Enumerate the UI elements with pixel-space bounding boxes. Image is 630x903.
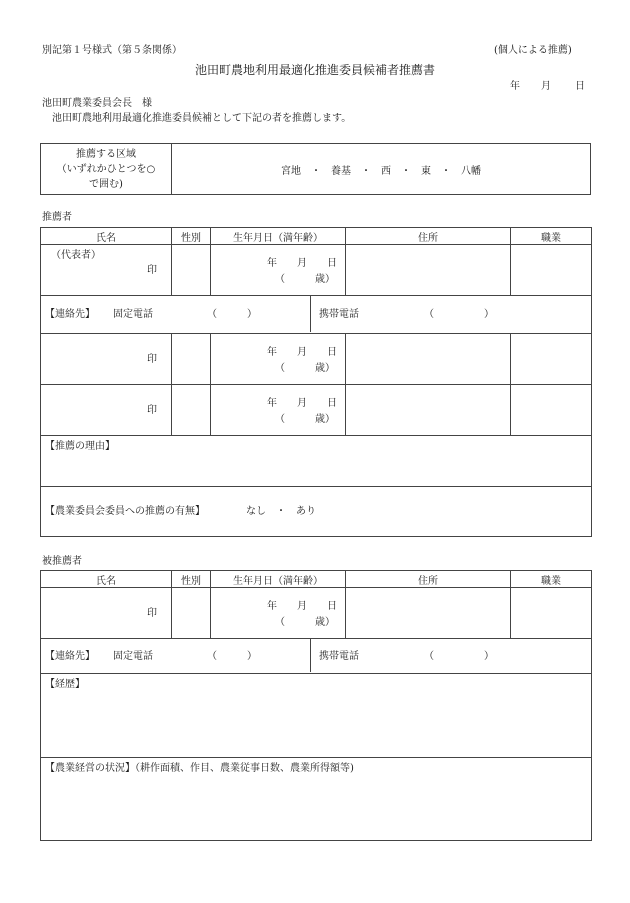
mobile-field[interactable]: （ ） xyxy=(424,651,494,662)
contact-label: 【連絡先】 xyxy=(45,309,95,320)
occupation-field[interactable] xyxy=(511,334,592,385)
birth-ymd: 年 月 日 xyxy=(267,398,337,409)
reason-label: 【推薦の理由】 xyxy=(45,441,115,452)
other-recommendation-row xyxy=(41,487,592,537)
reason-field[interactable] xyxy=(41,436,592,487)
recommender-header-row xyxy=(41,228,592,245)
representative-label: （代表者） xyxy=(51,250,101,261)
col-address: 住所 xyxy=(346,571,511,588)
page-title: 池田町農地利用最適化推進委員候補者推薦書 xyxy=(194,63,435,77)
career-field[interactable] xyxy=(41,674,592,758)
contact-row xyxy=(41,296,592,334)
other-recommendation-label: 【農業委員会委員への推薦の有無】 xyxy=(45,506,205,517)
nominee-table xyxy=(40,570,592,841)
mobile-label: 携帯電話 xyxy=(319,651,359,662)
landline-field[interactable]: （ ） xyxy=(207,651,257,662)
other-recommendation-cell xyxy=(41,487,592,537)
name-field[interactable] xyxy=(41,334,172,385)
age: （ 歳） xyxy=(275,274,335,285)
contact-label: 【連絡先】 xyxy=(45,651,95,662)
address-field[interactable] xyxy=(346,385,511,436)
date-month: 月 xyxy=(541,81,551,92)
farming-row xyxy=(41,758,592,841)
col-name: 氏名 xyxy=(41,571,172,588)
area-options-text: 宮地 ・ 養基 ・ 西 ・ 東 ・ 八幡 xyxy=(281,165,481,177)
birthdate-field[interactable] xyxy=(211,588,346,639)
col-birthdate: 生年月日（満年齢） xyxy=(211,571,346,588)
recommender-row xyxy=(41,385,592,436)
recommender-row xyxy=(41,245,592,296)
address-field[interactable] xyxy=(346,245,511,296)
gender-field[interactable] xyxy=(172,588,211,639)
birthdate-field[interactable] xyxy=(211,385,346,436)
age: （ 歳） xyxy=(275,617,335,628)
col-occupation: 職業 xyxy=(511,228,592,245)
name-field[interactable] xyxy=(41,245,172,296)
address-field[interactable] xyxy=(346,588,511,639)
landline-label: 固定電話 xyxy=(113,309,153,320)
nominee-row xyxy=(41,588,592,639)
mobile-field[interactable]: （ ） xyxy=(424,309,494,320)
career-row xyxy=(41,674,592,758)
career-label: 【経歴】 xyxy=(45,679,85,690)
statement: 池田町農地利用最適化推進委員候補として下記の者を推薦します。 xyxy=(52,113,352,124)
contact-cell xyxy=(41,639,592,674)
contact-divider xyxy=(310,296,311,332)
landline-field[interactable]: （ ） xyxy=(207,309,257,320)
area-label-line3: で囲む) xyxy=(89,178,123,190)
col-occupation: 職業 xyxy=(511,571,592,588)
birthdate-field[interactable] xyxy=(211,334,346,385)
contact-row xyxy=(41,639,592,674)
col-birthdate: 生年月日（満年齢） xyxy=(211,228,346,245)
occupation-field[interactable] xyxy=(511,245,592,296)
name-field[interactable] xyxy=(41,385,172,436)
col-name: 氏名 xyxy=(41,228,172,245)
recommender-table xyxy=(40,227,592,537)
date-year: 年 xyxy=(510,81,520,92)
col-address: 住所 xyxy=(346,228,511,245)
area-label-line2: （いずれかひとつを○ xyxy=(56,163,156,175)
seal-mark: 印 xyxy=(147,354,157,365)
nominee-heading: 被推薦者 xyxy=(42,556,82,567)
contact-cell xyxy=(41,296,592,334)
address-field[interactable] xyxy=(346,334,511,385)
recommender-row xyxy=(41,334,592,385)
age: （ 歳） xyxy=(275,414,335,425)
area-table xyxy=(40,143,591,195)
recommender-heading: 推薦者 xyxy=(42,212,72,223)
seal-mark: 印 xyxy=(147,405,157,416)
form-number: 別記第１号様式（第５条関係） xyxy=(42,45,182,56)
reason-row xyxy=(41,436,592,487)
area-options[interactable] xyxy=(172,144,591,195)
date-day: 日 xyxy=(575,81,585,92)
age: （ 歳） xyxy=(275,363,335,374)
gender-field[interactable] xyxy=(172,245,211,296)
landline-label: 固定電話 xyxy=(113,651,153,662)
gender-field[interactable] xyxy=(172,334,211,385)
name-field[interactable] xyxy=(41,588,172,639)
occupation-field[interactable] xyxy=(511,588,592,639)
birth-ymd: 年 月 日 xyxy=(267,601,337,612)
occupation-field[interactable] xyxy=(511,385,592,436)
col-gender: 性別 xyxy=(172,571,211,588)
farming-label: 【農業経営の状況】（耕作面積、作目、農業従事日数、農業所得額等) xyxy=(45,763,354,774)
contact-divider xyxy=(310,639,311,672)
mobile-label: 携帯電話 xyxy=(319,309,359,320)
seal-mark: 印 xyxy=(147,608,157,619)
gender-field[interactable] xyxy=(172,385,211,436)
area-label-line1: 推薦する区域 xyxy=(76,148,136,160)
farming-field[interactable] xyxy=(41,758,592,841)
addressee: 池田町農業委員会長 様 xyxy=(42,98,152,109)
nominee-header-row xyxy=(41,571,592,588)
col-gender: 性別 xyxy=(172,228,211,245)
area-label-cell xyxy=(41,144,172,195)
birthdate-field[interactable] xyxy=(211,245,346,296)
birth-ymd: 年 月 日 xyxy=(267,258,337,269)
form-type: (個人による推薦) xyxy=(494,45,572,56)
other-recommendation-options[interactable]: なし ・ あり xyxy=(246,506,316,517)
seal-mark: 印 xyxy=(147,265,157,276)
birth-ymd: 年 月 日 xyxy=(267,347,337,358)
